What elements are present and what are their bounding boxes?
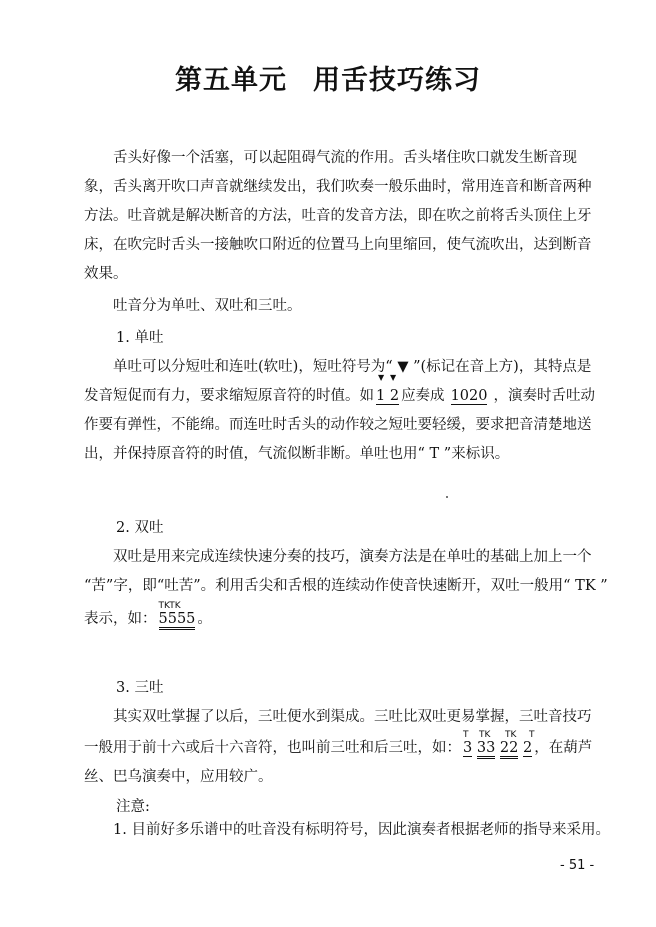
note-paragraph [84,816,610,845]
note-heading: 注意: [116,799,150,815]
notation-notes: 5555 [159,611,196,630]
text-line: 方法。吐音就是解决断音的方法，吐音的发音方法，即在吹之前将舌头顶住上牙 [84,208,592,224]
tongue-syllable: TK [505,730,517,740]
text-line: 1. 目前好多乐谱中的吐音没有标明符号，因此演奏者根据老师的指导来采用。 [113,822,610,838]
text-line: 发音短促而有力，要求缩短原音符的时值。如 ▼ ▼ 1 2 应奏成 1020 ，演奏时舌吐动 [84,382,606,411]
text-line: 象，舌头离开吹口声音就继续发出，我们吹奏一般乐曲时，常用连音和断音两种 [84,179,592,195]
unit-number: 第五单元 [175,65,287,96]
intro-paragraph [84,144,606,289]
text-line: 出，并保持原音符的时值，气流似断非断。单吐也用“ T ”来标识。 [84,446,510,462]
staccato-mark-icon: ▼ [390,373,397,382]
section-heading-triple-tongue: 3. 三吐 [116,680,164,696]
notation-result: 1020 [450,388,488,404]
tongue-syllables: TKTK [158,601,181,611]
text-line: 双吐是用来完成连续快速分奏的技巧，演奏方法是在单吐的基础上加上一个 [113,549,592,565]
tongue-syllable: T [463,730,469,740]
page-number: - 51 - [560,858,595,873]
types-paragraph [84,292,606,321]
text-line: 丝、巴乌演奏中，应用较广。 [84,769,273,785]
double-tongue-paragraph [84,543,606,634]
text-line: “苦”字，即“吐苦”。利用舌尖和舌根的连续动作使音快速断开，双吐一般用“ TK ” [84,578,608,594]
text-line: 吐音分为单吐、双吐和三吐。 [113,298,302,314]
triple-tongue-example: T TK TK T 3 33 22 2 [463,734,532,763]
notation-notes: 1 2 [376,388,400,404]
page-title [0,58,656,97]
text-line: 表示，如： TKTK 5555 。 [84,605,606,634]
notation-example [376,373,400,411]
text-line: 作要有弹性，不能绵。而连吐时舌头的动作较之短吐要轻缓，要求把音清楚地送 [84,417,592,433]
text-line: 床，在吹完时舌头一接触吹口附近的位置马上向里缩回，使气流吹出，达到断音 [84,237,592,253]
staccato-mark-icon: ▼ [378,373,385,382]
text-line: 效果。 [84,266,128,282]
section-heading-single-tongue: 1. 单吐 [116,330,164,346]
text-line: 一般用于前十六或后十六音符，也叫前三吐和后三吐，如： T TK TK T 3 33 22 2 ，在葫芦 [84,734,606,763]
triple-tongue-paragraph [84,703,606,792]
section-heading-double-tongue: 2. 双吐 [116,520,164,536]
text-line: 其实双吐掌握了以后，三吐便水到渠成。三吐比双吐更易掌握，三吐音技巧 [113,709,592,725]
single-tongue-paragraph [84,353,606,469]
text-line: 单吐可以分短吐和连吐(软吐)，短吐符号为“ ▼ ”(标记在音上方)，其特点是 [113,359,592,375]
text-line: 舌头好像一个活塞，可以起阻碍气流的作用。舌头堵住吹口就发生断音现 [113,150,577,166]
tongue-syllable: TK [479,730,491,740]
double-tongue-example [158,601,196,634]
unit-title: 用舌技巧练习 [313,65,481,96]
tongue-syllable: T [529,730,535,740]
scan-speck [446,496,448,498]
